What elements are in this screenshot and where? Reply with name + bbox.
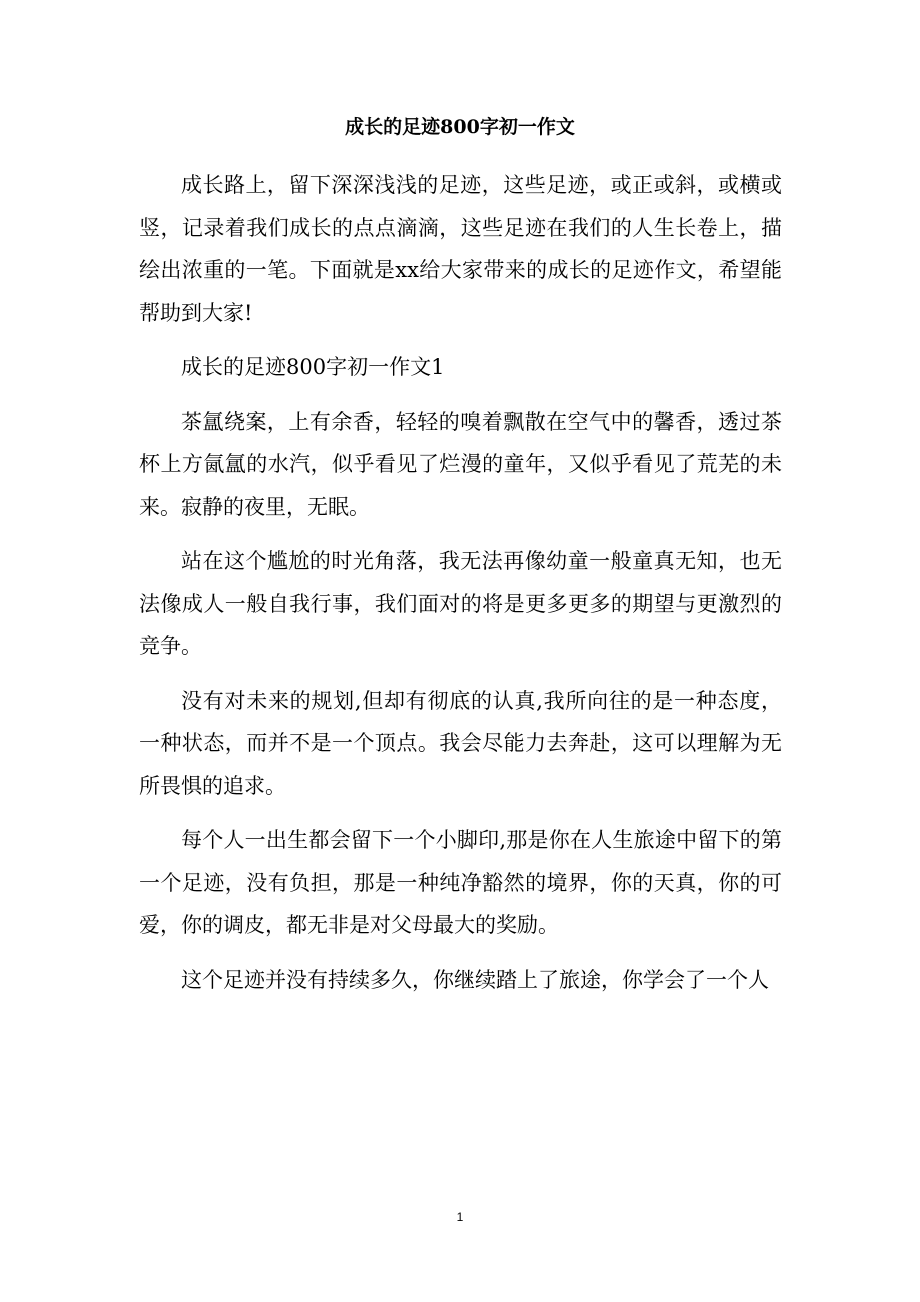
document-body xyxy=(139,164,782,1013)
document-title: 成长的足迹800字初一作文 xyxy=(345,116,575,138)
page-number: 1 xyxy=(456,1210,464,1224)
paragraph: 这个足迹并没有持续多久，你继续踏上了旅途，你学会了一个人 xyxy=(181,967,769,992)
section-heading: 成长的足迹800字初一作文1 xyxy=(181,355,445,379)
paragraph: 没有对未来的规划,但却有彻底的认真,我所向往的是一种态度，一种状态，而并不是一个顶点。我会尽能力去奔赴，这可以理解为无所畏惧的追求。 xyxy=(139,688,782,798)
paragraph: 每个人一出生都会留下一个小脚印,那是你在人生旅途中留下的第一个足迹，没有负担，那是一种纯净豁然的境界，你的天真，你的可爱，你的调皮，都无非是对父母最大的奖励。 xyxy=(139,828,782,937)
paragraph-intro: 成长路上，留下深深浅浅的足迹，这些足迹，或正或斜，或横或竖，记录着我们成长的点点滴滴，这些足迹在我们的人生长卷上，描绘出浓重的一笔。下面就是xx给大家带来的成长的足迹作文，希望能帮助到大家! xyxy=(139,173,782,325)
paragraph: 茶氲绕案，上有余香，轻轻的嗅着飘散在空气中的馨香，透过茶杯上方氤氲的水汽，似乎看见了烂漫的童年，又似乎看见了荒芜的未来。寂静的夜里，无眠。 xyxy=(139,409,782,519)
paragraph: 站在这个尴尬的时光角落，我无法再像幼童一般童真无知，也无法像成人一般自我行事，我们面对的将是更多更多的期望与更激烈的竞争。 xyxy=(139,549,782,658)
